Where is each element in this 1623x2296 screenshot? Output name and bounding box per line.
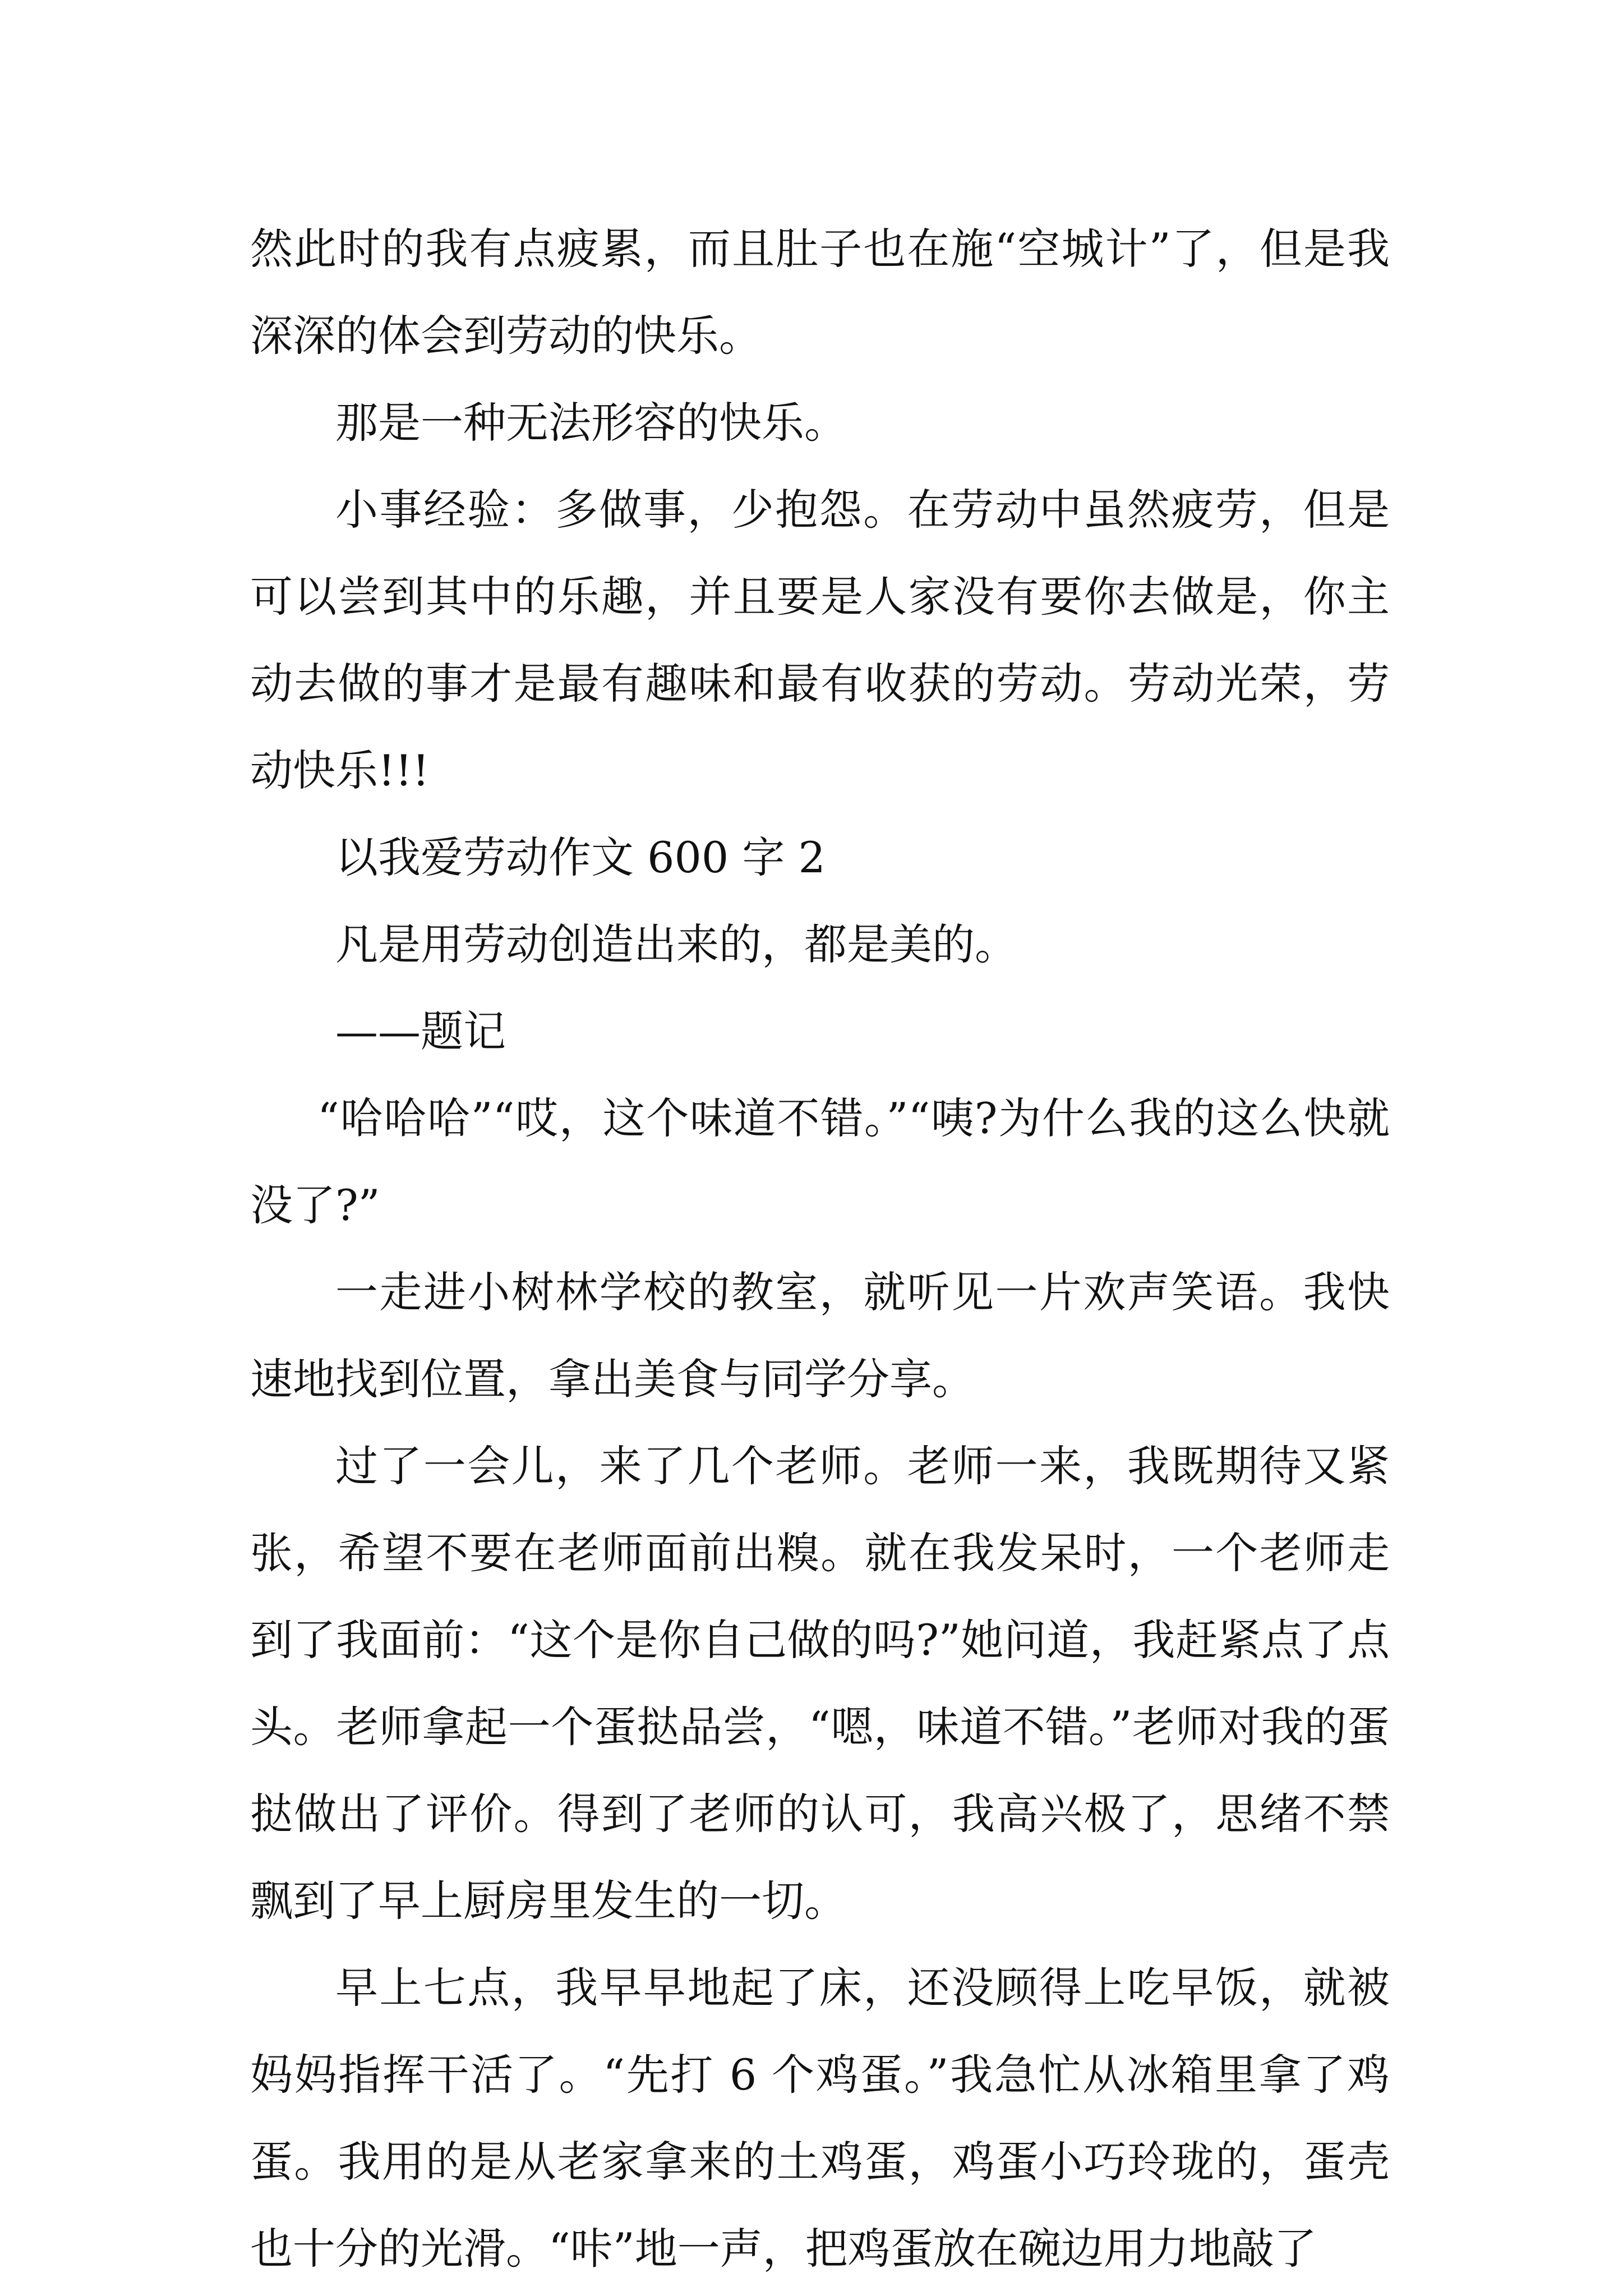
paragraph-teacher: 过了一会儿，来了几个老师。老师一来，我既期待又紧张，希望不要在老师面前出糗。就在我发呆时，一个老师走到了我面前：“这个是你自己做的吗?”她问道，我赶紧点了点头。老师拿起一个蛋挞品尝，“嗯，味道不错。”老师对我的蛋挞做出了评价。得到了老师的认可，我高兴极了，思绪不禁飘到了早上厨房里发生的一切。	[250, 1441, 1390, 1926]
paragraph-dialogue: “哈哈哈”“哎，这个味道不错。”“咦?为什么我的这么快就没了?”	[250, 1093, 1390, 1230]
epigraph-attribution: ——题记	[335, 1006, 506, 1056]
paragraph-indescribable-joy: 那是一种无法形容的快乐。	[335, 398, 847, 448]
paragraph-lesson: 小事经验：多做事，少抱怨。在劳动中虽然疲劳，但是可以尝到其中的乐趣，并且要是人家没有要你去做是，你主动去做的事才是最有趣味和最有收获的劳动。劳动光荣，劳动快乐!!!	[250, 485, 1390, 795]
epigraph: 凡是用劳动创造出来的，都是美的。	[335, 919, 1017, 969]
paragraph-morning: 早上七点，我早早地起了床，还没顾得上吃早饭，就被妈妈指挥干活了。“先打 6 个鸡蛋。”我急忙从冰箱里拿了鸡蛋。我用的是从老家拿来的土鸡蛋，鸡蛋小巧玲珑的，蛋壳也十分的光滑。“咔”地一声，把鸡蛋放在碗边用力地敲了	[250, 1963, 1390, 2274]
body-text	[250, 205, 1390, 2292]
essay-title: 以我爱劳动作文 600 字 2	[335, 832, 826, 882]
paragraph-classroom: 一走进小树林学校的教室，就听见一片欢声笑语。我快速地找到位置，拿出美食与同学分享。	[250, 1267, 1390, 1404]
paragraph-continuation: 然此时的我有点疲累，而且肚子也在施“空城计”了，但是我深深的体会到劳动的快乐。	[250, 224, 1390, 361]
